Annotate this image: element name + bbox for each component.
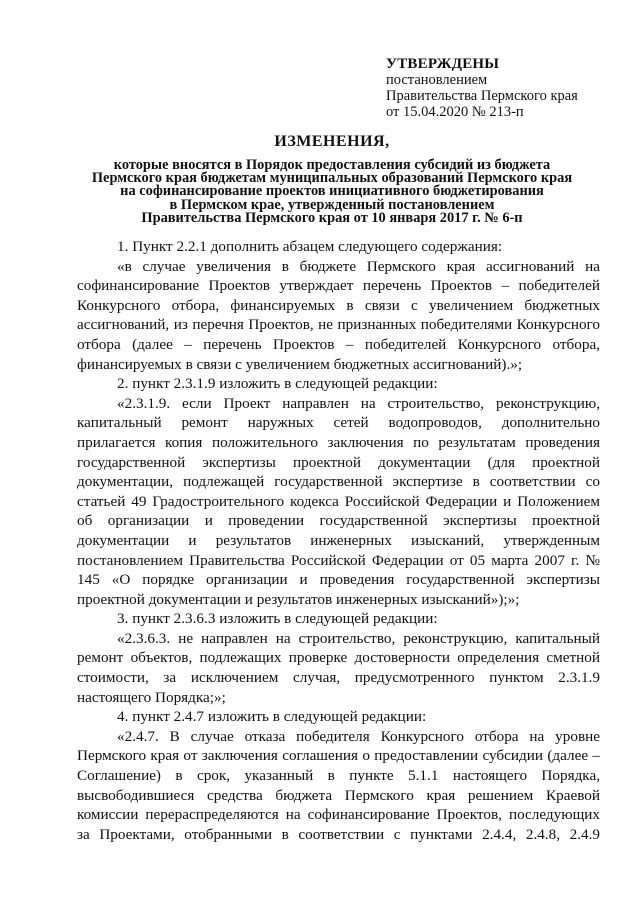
paragraph: 3. пункт 2.3.6.3 изложить в следующей редакции:: [117, 610, 438, 628]
heading-subtitle-line: Пермского края бюджетам муниципальных образований Пермского края: [91, 170, 573, 187]
paragraph: 2. пункт 2.3.1.9 изложить в следующей редакции:: [117, 375, 438, 393]
paragraph: «2.4.7. В случае отказа победителя Конкурсного отбора на уровне Пермского края от заключения соглашения о предоставлении субсидии (далее – Соглашение) в срок, указанный в пункте 5.1.1 настоящего Порядка, высвободившиеся средства бюджета Пермского края решением Краевой комиссии перераспределяются на софинансирование Проектов, последующих за Проектами, отобранными в соответствии с пунктами 2.4.4, 2.4.8, 2.4.9: [77, 727, 600, 843]
approval-line: от 15.04.2020 № 213-п: [386, 104, 524, 120]
document-heading: [60, 133, 604, 225]
heading-subtitle-line: которые вносятся в Порядок предоставления субсидий из бюджета: [113, 157, 551, 173]
approval-line: постановлением: [386, 72, 488, 88]
approval-stamp: [386, 56, 626, 120]
document-body: [77, 237, 600, 844]
approval-line: Правительства Пермского края: [386, 88, 578, 104]
paragraph: 4. пункт 2.4.7 изложить в следующей редакции:: [117, 708, 427, 726]
paragraph: 1. Пункт 2.2.1 дополнить абзацем следующего содержания:: [117, 238, 503, 255]
heading-subtitle-line: в Пермском крае, утвержденный постановлением: [169, 196, 495, 213]
paragraph: «в случае увеличения в бюджете Пермского края ассигнований на софинансирование Проектов утверждает перечень Проектов – победителей Конкурсного отбора, финансируемых в связи с увеличением бюджетных ассигнований, из перечня Проектов, не признанных победителями Конкурсного отбора (далее – перечень Проектов – победителей Конкурсного отбора, финансируемых в связи с увеличением бюджетных ассигнований).»;: [77, 257, 600, 373]
heading-subtitle-line: Правительства Пермского края от 10 января 2017 г. № 6-п: [141, 209, 523, 226]
heading-title: ИЗМЕНЕНИЯ,: [274, 133, 390, 150]
approval-title: УТВЕРЖДЕНЫ: [386, 56, 500, 72]
heading-subtitle: [60, 159, 604, 225]
paragraph: «2.3.1.9. если Проект направлен на строительство, реконструкцию, капитальный ремонт наружных сетей водопроводов, дополнительно прилагается копия положительного заключения по результатам проведения государственной экспертизы проектной документации (для проектной документации, подлежащей государственной экспертизе в соответствии со статьей 49 Градостроительного кодекса Российской Федерации и Положением об организации и проведении государственной экспертизы проектной документации и результатов инженерных изысканий, утвержденным постановлением Правительства Российской Федерации от 05 марта 2007 г. № 145 «О порядке организации и проведения государственной экспертизы проектной документации и результатов инженерных изысканий»);»;: [77, 394, 600, 608]
paragraph: «2.3.6.3. не направлен на строительство, реконструкцию, капитальный ремонт объектов, подлежащих проверке достоверности определения сметной стоимости, за исключением случая, предусмотренного пунктом 2.3.1.9 настоящего Порядка;»;: [77, 629, 600, 706]
heading-subtitle-line: на софинансирование проектов инициативного бюджетирования: [120, 183, 544, 200]
